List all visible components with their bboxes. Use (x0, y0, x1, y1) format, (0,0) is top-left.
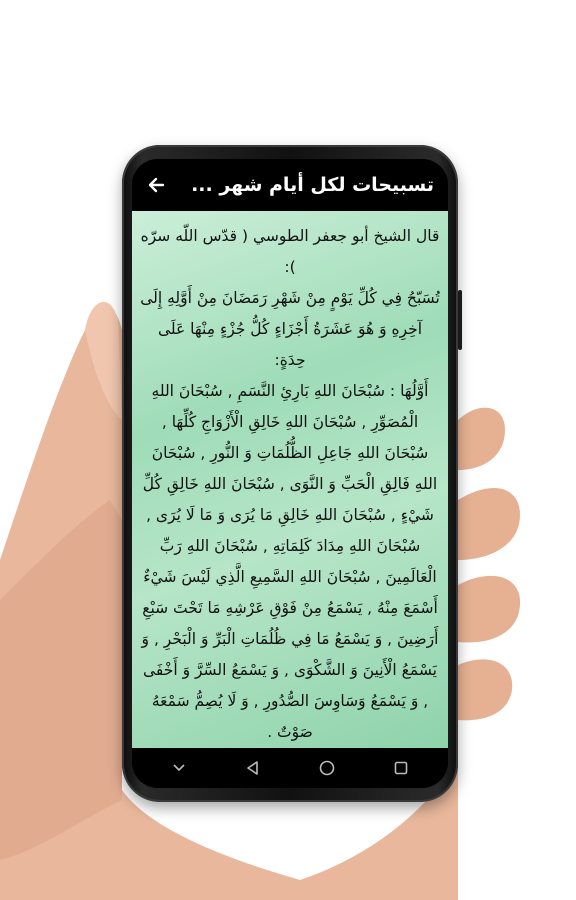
nav-recents-button[interactable] (383, 750, 419, 786)
page-title: تسبيحات لكل أيام شهر ... (191, 174, 434, 196)
nav-home-button[interactable] (309, 750, 345, 786)
phone-screen (132, 159, 448, 788)
chevron-down-icon (171, 760, 187, 776)
back-button[interactable] (134, 163, 178, 207)
recents-square-icon (393, 760, 409, 776)
hide-nav-button[interactable] (161, 750, 197, 786)
nav-back-button[interactable] (235, 750, 271, 786)
phone-frame (122, 145, 458, 802)
tasbih-text: أَوَّلُهَا : سُبْحَانَ اللهِ بَارِئِ النَّسَمِ , سُبْحَانَ اللهِ الْمُصَوِّرِ , سُبْحَانَ اللهِ خَالِقِ الْأَزْوَاجِ كُلِّهَا , سُبْحَانَ اللهِ جَاعِلِ الظُّلُمَاتِ وَ النُّورِ , سُبْحَانَ اللهِ فَالِقِ الْحَبِّ وَ النَّوَى , سُبْحَانَ اللهِ خَالِقِ كُلِّ شَيْءٍ , سُبْحَانَ اللهِ خَالِقِ مَا يُرَى وَ مَا لَا يُرَى , سُبْحَانَ اللهِ مِدَادَ كَلِمَاتِهِ , سُبْحَانَ اللهِ رَبِّ الْعَالَمِينَ , سُبْحَانَ اللهِ السَّمِيعِ الَّذِي لَيْسَ شَيْءٌ أَسْمَعَ مِنْهُ , يَسْمَعُ مِنْ فَوْقِ عَرْشِهِ مَا تَحْتَ سَبْعِ أَرَضِينَ , وَ يَسْمَعُ مَا فِي ظُلُمَاتِ الْبَرِّ وَ الْبَحْرِ , وَ يَسْمَعُ الْأَنِينَ وَ الشَّكْوَى , وَ يَسْمَعُ السِّرَّ وَ أَخْفَى , وَ يَسْمَعُ وَسَاوِسَ الصُّدُورِ , وَ لَا يُصِمُّ سَمْعَهُ صَوْتٌ . (141, 382, 439, 741)
back-triangle-icon (245, 760, 261, 776)
intro-text: قال الشيخ أبو جعفر الطوسي ( قدّس اللّه سرّه ): (140, 227, 440, 276)
app-bar (132, 159, 448, 211)
arrow-back-icon (146, 175, 166, 195)
system-nav-bar (132, 748, 448, 788)
power-button (458, 290, 462, 350)
content-area[interactable] (132, 211, 448, 748)
description-text: تُسَبّحُ فِي كُلِّ يَوْمٍ مِنْ شَهْرِ رَمَضَانَ مِنْ أَوَّلِهِ إِلَى آخِرِهِ وَ هُوَ عَشَرَةُ أَجْزَاءٍ كُلُّ جُزْءٍ مِنْهَا عَلَى حِدَةٍ: (140, 289, 440, 369)
home-circle-icon (318, 759, 336, 777)
